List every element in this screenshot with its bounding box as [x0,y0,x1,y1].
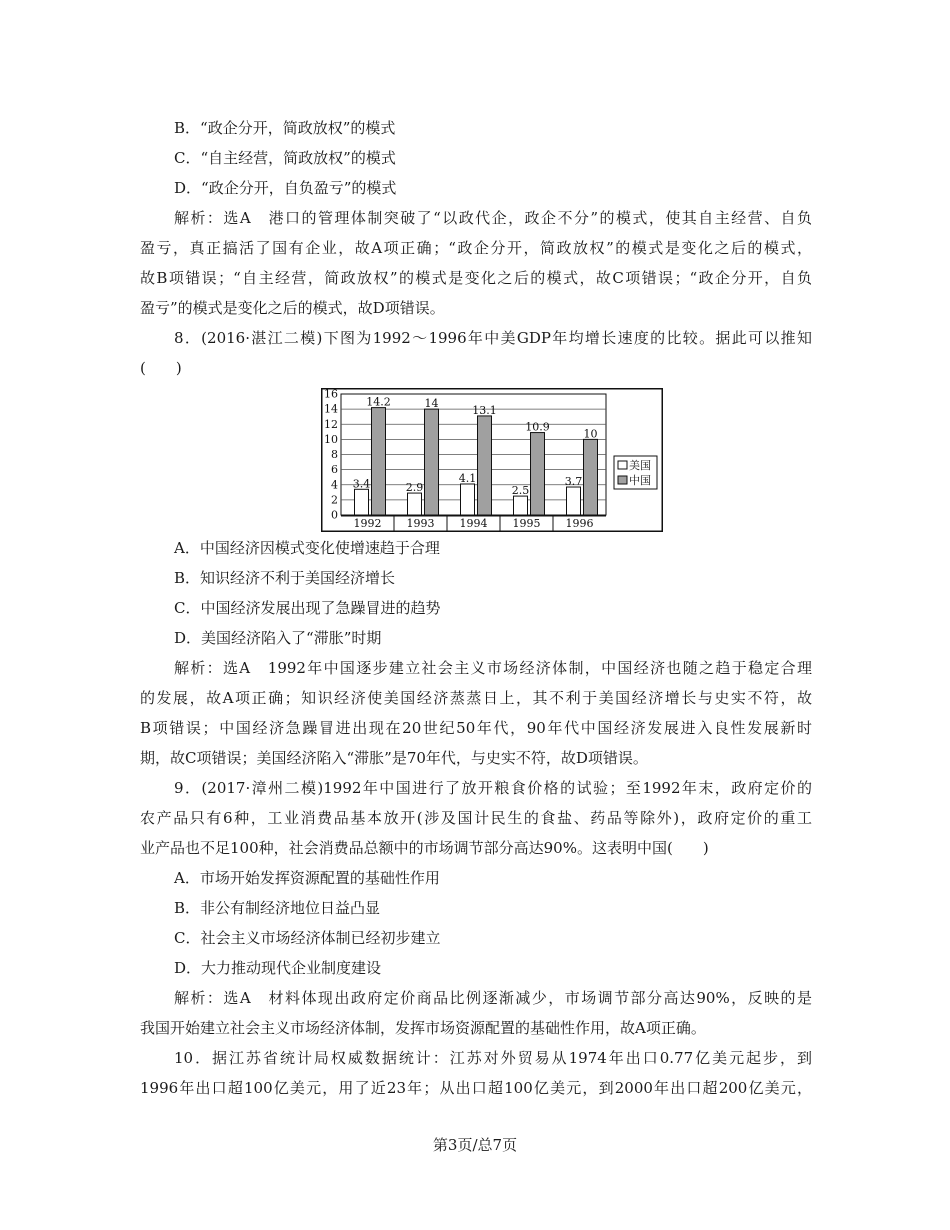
y-tick-label: 0 [331,508,338,522]
bar-china [372,408,386,515]
y-tick-label: 16 [324,388,338,401]
legend-label: 中国 [629,474,651,487]
q9-stem-line2: 农产品只有6种，工业消费品基本放开(涉及国计民生的食盐、药品等除外)，政府定价的重工 [140,809,812,827]
q8-answer-line2: 的发展，故A项正确；知识经济使美国经济蒸蒸日上，其不利于美国经济增长与史实不符，故 [140,689,812,707]
q7-option-c: C．“自主经营，简政放权”的模式 [174,149,396,167]
q8-stem-line1: 8．(2016·湛江二模)下图为1992～1996年中美GDP年均增长速度的比较。据此可以推知 [174,329,812,347]
q7-option-d: D．“政企分开，自负盈亏”的模式 [174,179,397,197]
q9-answer-line1: 解析：选A 材料体现出政府定价商品比例逐渐减少，市场调节部分高达90%，反映的是 [174,989,812,1007]
q9-option-b: B．非公有制经济地位日益凸显 [174,899,381,917]
q10-stem-line2: 1996年出口超100亿美元，用了近23年；从出口超100亿美元，到2000年出口超200亿美元， [140,1079,812,1097]
q8-answer-line3: B项错误；中国经济急躁冒进出现在20世纪50年代，90年代中国经济发展进入良性发展新时 [140,719,812,737]
q7-answer-line3: 故B项错误；“自主经营，简政放权”的模式是变化之后的模式，故C项错误；“政企分开，自负 [140,269,812,287]
q7-answer-line4: 盈亏”的模式是变化之后的模式，故D项错误。 [140,299,445,317]
data-label: 3.4 [352,477,371,491]
y-tick-label: 14 [324,402,338,416]
chart-x-axis [341,515,606,531]
q8-stem-line2: ( ) [140,359,182,377]
bar-usa [408,493,422,515]
q9-stem-line1: 9．(2017·漳州二模)1992年中国进行了放开粮食价格的试验；至1992年末，政府定价的 [174,779,812,797]
q9-stem-line3: 业产品也不足100种，社会消费品总额中的市场调节部分高达90%。这表明中国( ) [140,839,709,857]
y-tick-label: 10 [324,432,338,446]
data-label: 10 [583,427,598,441]
x-tick-label: 1993 [406,517,435,530]
legend-swatch [618,476,627,484]
bar-china [478,416,492,515]
bar-china [531,433,545,515]
x-tick-label: 1996 [565,517,594,530]
legend-swatch [618,461,627,469]
q8-answer-line4: 期，故C项错误；美国经济陷入“滞胀”是70年代，与史实不符，故D项错误。 [140,749,648,767]
bar-usa [567,487,581,515]
q8-option-c: C．中国经济发展出现了急躁冒进的趋势 [174,599,441,617]
bar-china [584,439,598,515]
y-tick-label: 12 [324,417,338,431]
q9-answer-line2: 我国开始建立社会主义市场经济体制，发挥市场资源配置的基础性作用，故A项正确。 [140,1019,706,1037]
y-tick-label: 2 [331,493,338,507]
q8-option-a: A．中国经济因模式变化使增速趋于合理 [174,539,440,557]
data-label: 14 [424,397,439,411]
x-tick-label: 1995 [512,517,541,530]
bar-usa [461,484,475,515]
data-label: 4.1 [458,471,477,485]
y-tick-label: 6 [331,463,338,477]
q10-stem-line1: 10．据江苏省统计局权威数据统计：江苏对外贸易从1974年出口0.77亿美元起步，到 [174,1049,812,1067]
q8-answer-line1: 解析：选A 1992年中国逐步建立社会主义市场经济体制，中国经济也随之趋于稳定合理 [174,659,812,677]
q9-option-c: C．社会主义市场经济体制已经初步建立 [174,929,441,947]
q7-answer-line2: 盈亏，真正搞活了国有企业，故A项正确；“政企分开，简政放权”的模式是变化之后的模式， [140,239,812,257]
gdp-growth-bar-chart [321,388,663,532]
q8-option-b: B．知识经济不利于美国经济增长 [174,569,396,587]
data-label: 2.5 [511,484,530,498]
data-label: 10.9 [525,420,550,434]
data-label: 13.1 [472,403,497,417]
legend-label: 美国 [629,459,651,472]
q7-answer-line1: 解析：选A 港口的管理体制突破了“以政代企，政企不分”的模式，使其自主经营、自负 [174,209,812,227]
bar-usa [355,489,369,515]
y-tick-label: 8 [331,448,338,461]
y-tick-label: 4 [331,478,338,492]
x-tick-label: 1994 [459,517,488,530]
q9-option-a: A．市场开始发挥资源配置的基础性作用 [174,869,440,887]
bar-china [425,409,439,515]
data-label: 3.7 [564,475,583,489]
q7-option-b: B．“政企分开，简政放权”的模式 [174,119,396,137]
data-label: 14.2 [366,395,391,409]
x-tick-label: 1992 [353,517,382,530]
q8-option-d: D．美国经济陷入了“滞胀”时期 [174,629,382,647]
chart-legend [614,456,657,489]
page-number: 第3页/总7页 [432,1136,518,1154]
data-label: 2.9 [405,481,424,495]
q9-option-d: D．大力推动现代企业制度建设 [174,959,382,977]
bar-usa [514,496,528,515]
